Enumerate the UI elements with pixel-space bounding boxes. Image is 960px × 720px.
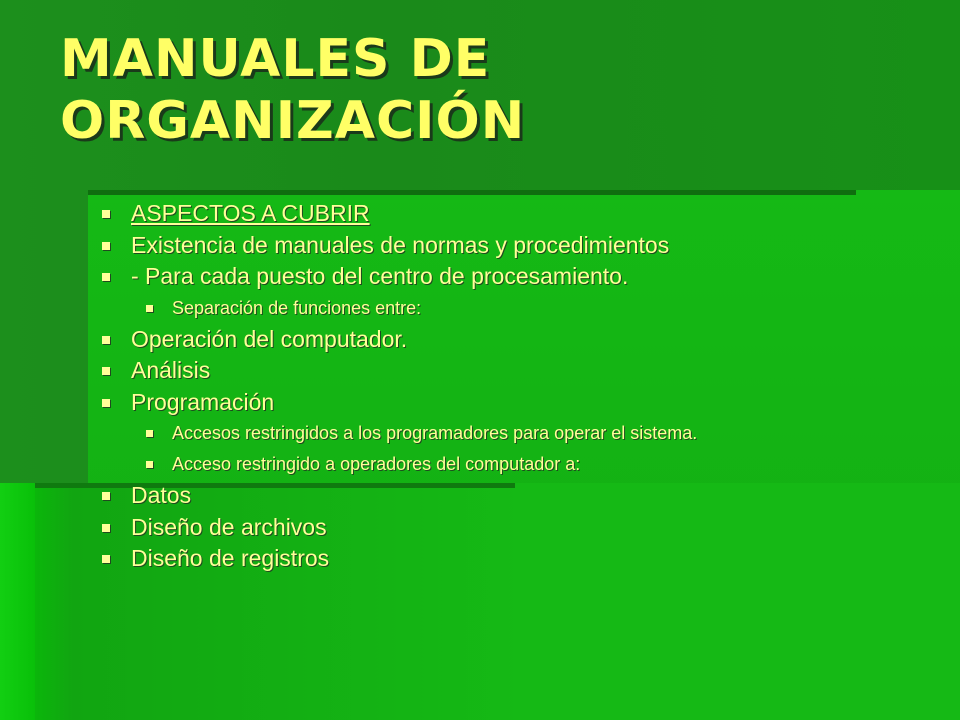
bullet-item [102,512,942,544]
bullet-label: Datos [131,482,192,508]
panel-top-divider [88,190,856,195]
bullet-item [102,543,942,575]
sub-bullet-item [102,449,942,480]
square-bullet-icon [102,367,110,375]
square-bullet-icon [102,524,110,532]
square-bullet-icon [102,242,110,250]
bullet-label: Diseño de archivos [131,513,327,540]
square-bullet-icon [102,336,110,344]
square-bullet-icon [102,492,110,500]
square-bullet-icon [102,555,110,563]
square-bullet-icon [102,210,110,218]
square-bullet-icon [102,273,110,281]
sub-bullet-item [102,418,942,449]
bullet-item [102,324,942,356]
bullet-item [102,261,942,293]
bullet-label: Separación de funciones entre: [172,297,422,318]
bullet-label: Existencia de manuales de normas y procedimientos [131,231,670,258]
slide-title-line-2: ORGANIZACIÓN [60,91,526,151]
square-bullet-icon [146,305,153,312]
bullet-item [102,198,942,230]
background-panel-edge [0,483,35,720]
square-bullet-icon [102,399,110,407]
bullet-label: Accesos restringidos a los programadores para operar el sistema. [172,423,698,443]
bullet-item [102,387,942,419]
bullet-item [102,230,942,262]
square-bullet-icon [146,461,153,468]
bullet-label: ASPECTOS A CUBRIR [131,200,370,226]
slide-title [60,28,525,152]
slide-title-line-1: MANUALES DE [60,29,491,89]
bullet-item [102,480,942,512]
bullet-item [102,355,942,387]
bullet-list [102,198,942,575]
bullet-label: Análisis [131,357,211,383]
square-bullet-icon [146,430,153,437]
bullet-label: Acceso restringido a operadores del computador a: [172,454,581,474]
bullet-label: - Para cada puesto del centro de procesamiento. [131,263,629,289]
bullet-label: Diseño de registros [131,545,330,571]
sub-bullet-item [102,293,942,324]
bullet-label: Programación [131,388,275,415]
bullet-label: Operación del computador. [131,325,408,352]
